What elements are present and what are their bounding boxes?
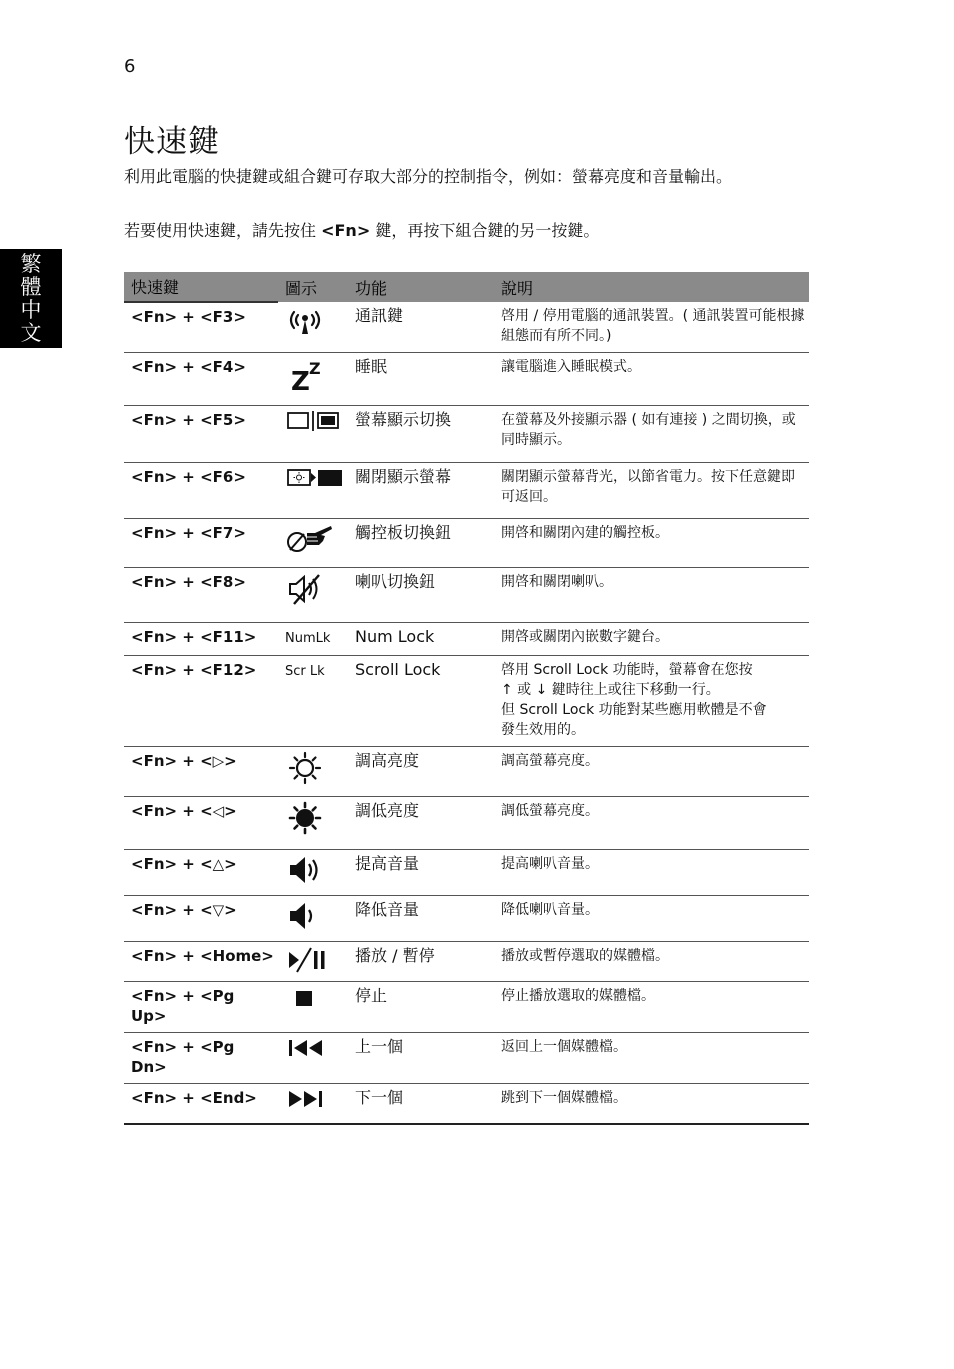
hotkey-combo: <Fn> + <F7>: [124, 519, 278, 568]
table-row: [124, 942, 809, 982]
hotkey-combo: <Fn> + <F12>: [124, 656, 278, 747]
side-tab-char: 文: [20, 320, 42, 345]
hotkey-combo: <Fn> + <▷>: [124, 747, 278, 797]
hotkey-description: 在螢幕及外接顯示器 ( 如有連接 ) 之間切換，或同時顯示。: [494, 406, 809, 463]
previous-track-icon: [285, 1037, 344, 1059]
hotkey-combo: <Fn> + <▽>: [124, 896, 278, 942]
hotkey-function: 調低亮度: [348, 797, 494, 850]
hotkey-description: 跳到下一個媒體檔。: [494, 1084, 809, 1124]
touchpad-toggle-icon: [285, 523, 344, 555]
hotkey-function: 提高音量: [348, 850, 494, 896]
header-function: 功能: [348, 272, 494, 302]
intro-fn-key: <Fn>: [321, 221, 371, 240]
hotkey-icon-cell: [278, 942, 348, 982]
page-title: 快速鍵: [124, 124, 220, 160]
hotkey-description: 調低螢幕亮度。: [494, 797, 809, 850]
next-track-icon: [285, 1088, 344, 1110]
hotkey-function: 停止: [348, 982, 494, 1033]
hotkey-description: 調高螢幕亮度。: [494, 747, 809, 797]
hotkey-icon-cell: [278, 406, 348, 463]
svg-text:Z: Z: [291, 367, 310, 393]
table-row: [124, 747, 809, 797]
key-label-text: NumLk: [285, 631, 331, 646]
key-label-text: Scr Lk: [285, 664, 325, 679]
hotkey-combo: <Fn> + <F5>: [124, 406, 278, 463]
hotkey-description: 啓用 / 停用電腦的通訊裝置。( 通訊裝置可能根據組態而有所不同。): [494, 302, 809, 353]
hotkey-icon-cell: [278, 896, 348, 942]
intro-instruction-before: 若要使用快速鍵，請先按住: [124, 221, 322, 240]
hotkey-function: 觸控板切換鈕: [348, 519, 494, 568]
hotkey-icon-cell: [278, 519, 348, 568]
hotkey-combo: <Fn> + <△>: [124, 850, 278, 896]
hotkey-combo: <Fn> + <F3>: [124, 302, 278, 353]
hotkey-icon-cell: [278, 568, 348, 623]
hotkey-combo: <Fn> + <F8>: [124, 568, 278, 623]
brightness-down-icon: [285, 801, 344, 835]
table-row: [124, 406, 809, 463]
hotkey-combo: <Fn> + <F6>: [124, 463, 278, 519]
hotkey-combo: <Fn> + <F11>: [124, 623, 278, 656]
table-row: [124, 623, 809, 656]
hotkey-table-body: [124, 302, 809, 1124]
speaker-mute-icon: [285, 572, 344, 606]
volume-up-icon: [285, 854, 344, 886]
hotkey-icon-cell: [278, 302, 348, 353]
intro-instruction-after: 鍵，再按下組合鍵的另一按鍵。: [370, 221, 600, 240]
hotkey-combo: <Fn> + <End>: [124, 1084, 278, 1124]
hotkey-icon-cell: [278, 1084, 348, 1124]
hotkey-description: 關閉顯示螢幕背光，以節省電力。按下任意鍵即可返回。: [494, 463, 809, 519]
hotkey-combo: <Fn> + <F4>: [124, 353, 278, 406]
hotkey-function: 喇叭切換鈕: [348, 568, 494, 623]
hotkey-function: 螢幕顯示切換: [348, 406, 494, 463]
description-line: 啓用 Scroll Lock 功能時，螢幕會在您按: [501, 662, 753, 678]
hotkey-key-label: [278, 656, 348, 747]
svg-text:Z: Z: [309, 359, 321, 378]
description-line: ↑ 或 ↓ 鍵時往上或往下移動一行。: [501, 682, 720, 698]
hotkey-function: 通訊鍵: [348, 302, 494, 353]
wireless-icon: [285, 306, 344, 336]
table-row: [124, 519, 809, 568]
description-line: 發生效用的。: [501, 722, 585, 738]
table-row: [124, 656, 809, 747]
page-number: 6: [124, 56, 136, 77]
table-row: [124, 982, 809, 1033]
table-row: [124, 302, 809, 353]
hotkey-description: 降低喇叭音量。: [494, 896, 809, 942]
table-row: [124, 463, 809, 519]
table-row: [124, 568, 809, 623]
hotkey-description: 提高喇叭音量。: [494, 850, 809, 896]
hotkey-table: [124, 272, 809, 1125]
hotkey-combo: <Fn> + <Pg Dn>: [124, 1033, 278, 1084]
hotkey-key-label: [278, 623, 348, 656]
sleep-icon: [285, 357, 344, 393]
hotkey-combo: <Fn> + <◁>: [124, 797, 278, 850]
hotkey-description: 播放或暫停選取的媒體檔。: [494, 942, 809, 982]
table-header-row: [124, 272, 809, 302]
hotkey-function: 降低音量: [348, 896, 494, 942]
table-row: [124, 353, 809, 406]
intro-instruction: [124, 220, 599, 242]
hotkey-description: 讓電腦進入睡眠模式。: [494, 353, 809, 406]
side-tab-char: 中: [20, 297, 42, 322]
brightness-up-icon: [285, 751, 344, 785]
header-icon: 圖示: [278, 272, 348, 302]
hotkey-description: 停止播放選取的媒體檔。: [494, 982, 809, 1033]
hotkey-description: 返回上一個媒體檔。: [494, 1033, 809, 1084]
hotkey-description: [494, 656, 809, 747]
side-tab-char: 繁: [20, 251, 42, 276]
table-row: [124, 1033, 809, 1084]
hotkey-function: 關閉顯示螢幕: [348, 463, 494, 519]
hotkey-function: Scroll Lock: [348, 656, 494, 747]
hotkey-function: 播放 / 暫停: [348, 942, 494, 982]
hotkey-icon-cell: [278, 850, 348, 896]
table-row: [124, 896, 809, 942]
hotkey-icon-cell: [278, 353, 348, 406]
hotkey-icon-cell: [278, 797, 348, 850]
header-description: 說明: [494, 272, 809, 302]
play-pause-icon: [285, 946, 344, 974]
hotkey-function: 下一個: [348, 1084, 494, 1124]
hotkey-description: 開啓和關閉喇叭。: [494, 568, 809, 623]
table-row: [124, 1084, 809, 1124]
table-row: [124, 850, 809, 896]
language-side-tab: [0, 249, 62, 348]
hotkey-function: 睡眠: [348, 353, 494, 406]
hotkey-icon-cell: [278, 463, 348, 519]
side-tab-char: 體: [20, 274, 42, 299]
hotkey-combo: <Fn> + <Home>: [124, 942, 278, 982]
description-line: 但 Scroll Lock 功能對某些應用軟體是不會: [501, 702, 767, 718]
hotkey-icon-cell: [278, 982, 348, 1033]
hotkey-function: Num Lock: [348, 623, 494, 656]
hotkey-icon-cell: [278, 747, 348, 797]
table-row: [124, 797, 809, 850]
hotkey-combo: <Fn> + <Pg Up>: [124, 982, 278, 1033]
intro-paragraph: 利用此電腦的快捷鍵或組合鍵可存取大部分的控制指令，例如：螢幕亮度和音量輸出。: [124, 167, 733, 186]
hotkey-icon-cell: [278, 1033, 348, 1084]
hotkey-function: 調高亮度: [348, 747, 494, 797]
display-toggle-icon: [285, 410, 344, 432]
screen-off-icon: [285, 467, 344, 489]
hotkey-description: 開啓或關閉內嵌數字鍵台。: [494, 623, 809, 656]
hotkey-description: 開啓和關閉內建的觸控板。: [494, 519, 809, 568]
header-hotkey: 快速鍵: [124, 272, 278, 302]
volume-down-icon: [285, 900, 344, 932]
hotkey-function: 上一個: [348, 1033, 494, 1084]
stop-icon: [285, 986, 344, 1010]
